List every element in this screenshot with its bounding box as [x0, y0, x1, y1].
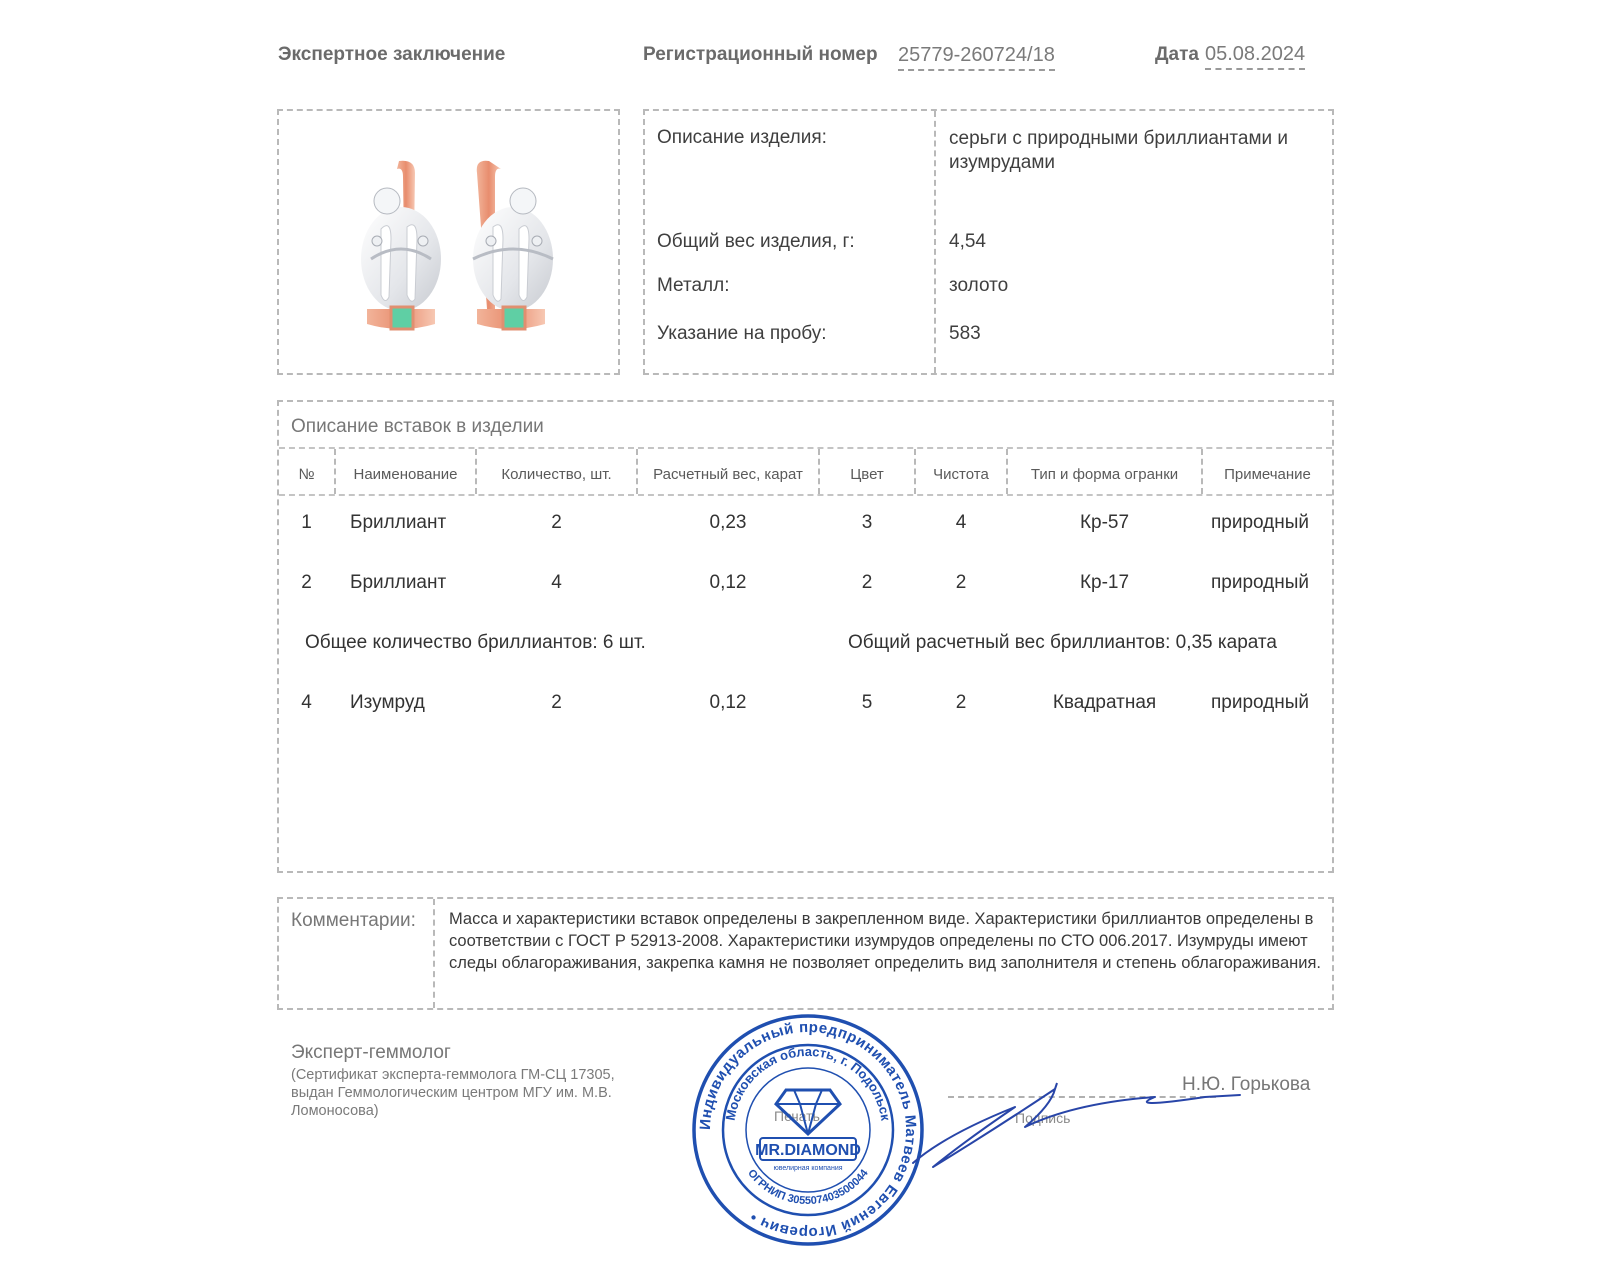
col-name: Наименование: [353, 466, 458, 483]
inserts-title: Описание вставок в изделии: [291, 416, 544, 437]
col-cut: Тип и форма огранки: [1030, 466, 1179, 483]
expert-certificate: (Сертификат эксперта-геммолога ГМ-СЦ 17305, выдан Геммологическим центром МГУ им. М.В. Ломоносова): [291, 1067, 615, 1119]
cell-number: 2: [301, 572, 312, 593]
cell-clarity: 2: [955, 692, 967, 713]
cell-name: Изумруд: [350, 692, 425, 713]
col-note: Примечание: [1224, 466, 1311, 483]
diamond-logo-icon: [776, 1090, 840, 1134]
col-color: Цвет: [850, 466, 884, 483]
col-clarity: Чистота: [933, 466, 989, 483]
col-quantity: Количество, шт.: [501, 466, 612, 483]
total-diamond-count: Общее количество бриллиантов: 6 шт.: [305, 632, 646, 653]
description-label: Описание изделия:: [657, 127, 827, 148]
cell-quantity: 4: [551, 572, 562, 593]
cell-name: Бриллиант: [350, 512, 447, 533]
assay-label: Указание на пробу:: [657, 323, 827, 344]
registration-number: 25779-260724/18: [898, 44, 1055, 71]
col-weight: Расчетный вес, карат: [653, 466, 803, 483]
cell-cut: Кр-57: [1079, 512, 1130, 533]
stamp-ring-text: Индивидуальный предприниматель Матвеев Евгений Игоревич •: [696, 1018, 920, 1242]
cell-color: 5: [861, 692, 873, 713]
description-value: серьги с природными бриллиантами и изумрудами: [949, 128, 1289, 173]
col-number: №: [298, 466, 315, 483]
metal-label: Металл:: [657, 275, 730, 296]
signature-label: Подпись: [1015, 1110, 1071, 1126]
cell-color: 2: [861, 572, 873, 593]
stamp-ogrnip: ОГРНИП 305507403500044: [745, 1167, 871, 1208]
metal-value: золото: [949, 275, 1009, 296]
cell-name: Бриллиант: [350, 572, 447, 593]
cell-clarity: 4: [955, 512, 967, 533]
cell-note: природный: [1211, 692, 1310, 713]
cell-quantity: 2: [551, 512, 562, 533]
comments-label: Комментарии:: [291, 910, 416, 931]
cell-number: 4: [301, 692, 312, 713]
stamp-brand-sub: ювелирная компания: [773, 1165, 843, 1172]
product-photo-frame: [277, 109, 620, 375]
cell-weight: 0,12: [709, 572, 747, 593]
cell-note: природный: [1211, 512, 1310, 533]
weight-value: 4,54: [949, 231, 986, 252]
stamp-brand: MR.DIAMOND: [755, 1142, 861, 1159]
cell-clarity: 2: [955, 572, 967, 593]
stamp-label: Печать: [774, 1108, 820, 1124]
comments-text: Масса и характеристики вставок определены в закрепленном виде. Характеристики бриллиантов определены в соответствии с ГОСТ Р 52913-2008. Характеристики изумрудов определены по СТО 006.2017. Изумруды имеют следы облагораживания, закрепка камня не позволяет определить вид заполнителя и степень облагораживания.: [449, 910, 1321, 972]
company-stamp: [690, 1012, 926, 1248]
cell-color: 3: [861, 512, 873, 533]
cell-note: природный: [1211, 572, 1310, 593]
cell-number: 1: [301, 512, 312, 533]
cell-weight: 0,12: [709, 692, 747, 713]
total-diamond-weight: Общий расчетный вес бриллиантов: 0,35 карата: [848, 632, 1277, 653]
earrings-image: [279, 111, 618, 373]
cell-quantity: 2: [551, 692, 562, 713]
handwritten-signature: [905, 1075, 1245, 1175]
cell-cut: Кр-17: [1079, 572, 1130, 593]
date-value: 05.08.2024: [1205, 43, 1305, 70]
stamp-inner-text: Московская область, г. Подольск: [722, 1043, 894, 1122]
expert-name: Н.Ю. Горькова: [1182, 1074, 1311, 1095]
assay-value: 583: [949, 323, 981, 344]
document-title: Экспертное заключение: [278, 44, 506, 65]
cell-weight: 0,23: [709, 512, 747, 533]
weight-label: Общий вес изделия, г:: [657, 231, 855, 252]
registration-label: Регистрационный номер: [643, 44, 878, 65]
date-label: Дата: [1155, 44, 1199, 65]
expert-title: Эксперт-геммолог: [291, 1042, 451, 1063]
cell-cut: Квадратная: [1052, 692, 1157, 713]
